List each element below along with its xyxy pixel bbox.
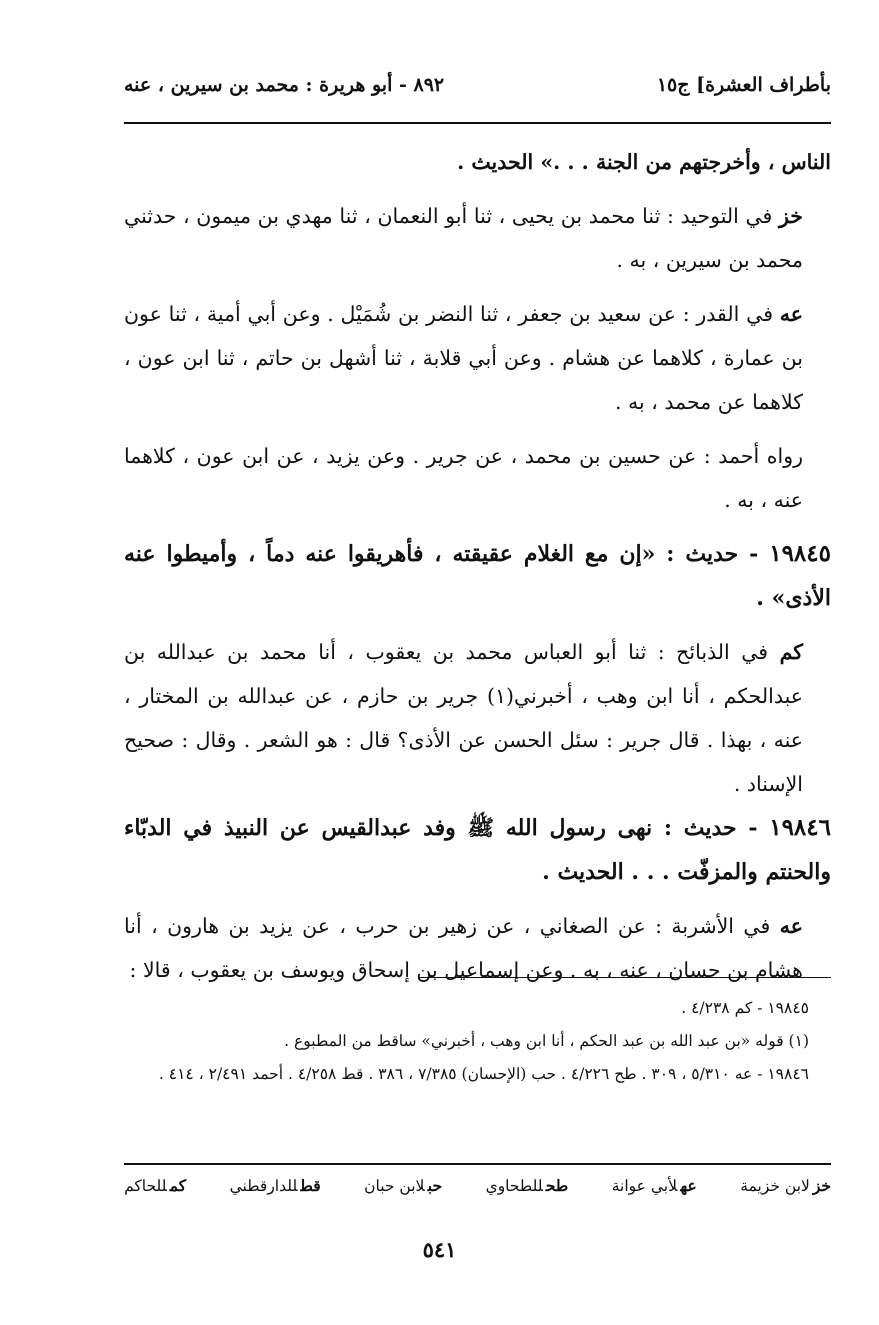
text-paragraph xyxy=(124,904,831,992)
legend-code: طح xyxy=(545,1176,569,1195)
hadith-heading xyxy=(124,806,831,894)
hadith-heading xyxy=(124,532,831,620)
legend-code: قط xyxy=(300,1176,321,1195)
header-rule xyxy=(124,122,831,124)
footnote-rule xyxy=(419,977,831,978)
header-chapter-title: ٨٩٢ - أبو هريرة : محمد بن سيرين ، عنه xyxy=(124,74,445,96)
hadith-text: - حديث : «إن مع الغلام عقيقته ، فأهريقوا عنه دماً ، وأميطوا عنه الأذى» . xyxy=(124,541,831,611)
chain-text: في الأشربة : عن الصغاني ، عن زهير بن حرب ، عن يزيد بن هارون ، أنا هشام بن حسان ، عنه ، به . وعن إسماعيل بن إسحاق ويوسف بن يعقوب ، قالا : xyxy=(124,914,803,982)
legend-label: للطحاوي xyxy=(485,1177,543,1195)
continuation-line: الناس ، وأخرجتهم من الجنة . . .» الحديث . xyxy=(457,150,831,174)
abbreviation-legend xyxy=(124,1176,831,1195)
legend-item xyxy=(230,1176,321,1195)
chain-text: رواه أحمد : عن حسين بن محمد ، عن جرير . وعن يزيد ، عن ابن عون ، كلاهما عنه ، به . xyxy=(124,444,803,512)
footnote: ١٩٨٤٦ - عه ٥/٣١٠ ، ٣٠٩ . طح ٤/٢٢٦ . حب (الإحسان) ٧/٣٨٥ ، ٣٨٦ . قط ٤/٢٥٨ . أحمد ٢/٤٩١ ، ٤١٤ . xyxy=(158,1065,809,1083)
legend-item xyxy=(612,1176,697,1195)
text-paragraph xyxy=(124,630,831,806)
source-code: عه xyxy=(779,914,803,938)
legend-item xyxy=(486,1176,569,1195)
hadith-text: - حديث : نهى رسول الله ﷺ وفد عبدالقيس عن النبيذ في الدبّاء والحنتم والمزفّت . . . الحديث . xyxy=(124,815,831,885)
legend-item xyxy=(740,1176,831,1195)
legend-rule xyxy=(124,1163,831,1165)
footnotes xyxy=(124,992,831,1091)
text-paragraph xyxy=(124,140,831,184)
legend-label: لأبي عوانة xyxy=(611,1177,678,1195)
source-code: كم xyxy=(779,640,803,664)
legend-label: لابن خزيمة xyxy=(740,1177,810,1195)
footnote: (١) قوله «بن عبد الله بن عبد الحكم ، أنا ابن وهب ، أخبرني» ساقط من المطبوع . xyxy=(284,1032,809,1050)
legend-item xyxy=(364,1176,442,1195)
running-header xyxy=(124,70,831,104)
header-volume-title: بأطراف العشرة] ج١٥ xyxy=(656,74,831,96)
footnote: ١٩٨٤٥ - كم ٤/٢٣٨ . xyxy=(681,999,809,1017)
legend-label: لابن حبان xyxy=(364,1177,425,1195)
legend-label: للدارقطني xyxy=(229,1177,298,1195)
legend-item xyxy=(124,1176,186,1195)
legend-code: كم xyxy=(169,1176,187,1195)
chain-text: في الذبائح : ثنا أبو العباس محمد بن يعقوب ، أنا محمد بن عبدالله بن عبدالحكم ، أنا ابن وهب ، أخبرني(١) جرير بن حازم ، عن عبدالله بن المختار ، عنه ، بهذا . قال جرير : سئل الحسن عن الأذى؟ قال : هو الشعر . وقال : صحيح الإسناد . xyxy=(124,640,803,796)
page-number: ٥٤١ xyxy=(422,1237,457,1262)
text-paragraph xyxy=(124,292,831,424)
legend-code: خز xyxy=(812,1176,831,1195)
text-paragraph xyxy=(124,194,831,282)
hadith-number: ١٩٨٤٥ xyxy=(769,540,831,567)
source-code: عه xyxy=(779,302,803,326)
legend-code: حب xyxy=(427,1176,443,1195)
main-text xyxy=(124,140,831,992)
legend-label: للحاكم xyxy=(124,1177,167,1195)
chain-text: في القدر : عن سعيد بن جعفر ، ثنا النضر بن شُمَيْل . وعن أبي أمية ، ثنا عون بن عمارة ، كلاهما عن هشام . وعن أبي قلابة ، ثنا أشهل بن حاتم ، ثنا ابن عون ، كلاهما عن محمد ، به . xyxy=(124,302,803,414)
hadith-number: ١٩٨٤٦ xyxy=(769,814,831,841)
text-paragraph xyxy=(124,434,831,522)
legend-code: عه xyxy=(680,1176,697,1195)
source-code: خز xyxy=(779,204,803,228)
chain-text: في التوحيد : ثنا محمد بن يحيى ، ثنا أبو النعمان ، ثنا مهدي بن ميمون ، حدثني محمد بن سيرين ، به . xyxy=(124,204,803,272)
